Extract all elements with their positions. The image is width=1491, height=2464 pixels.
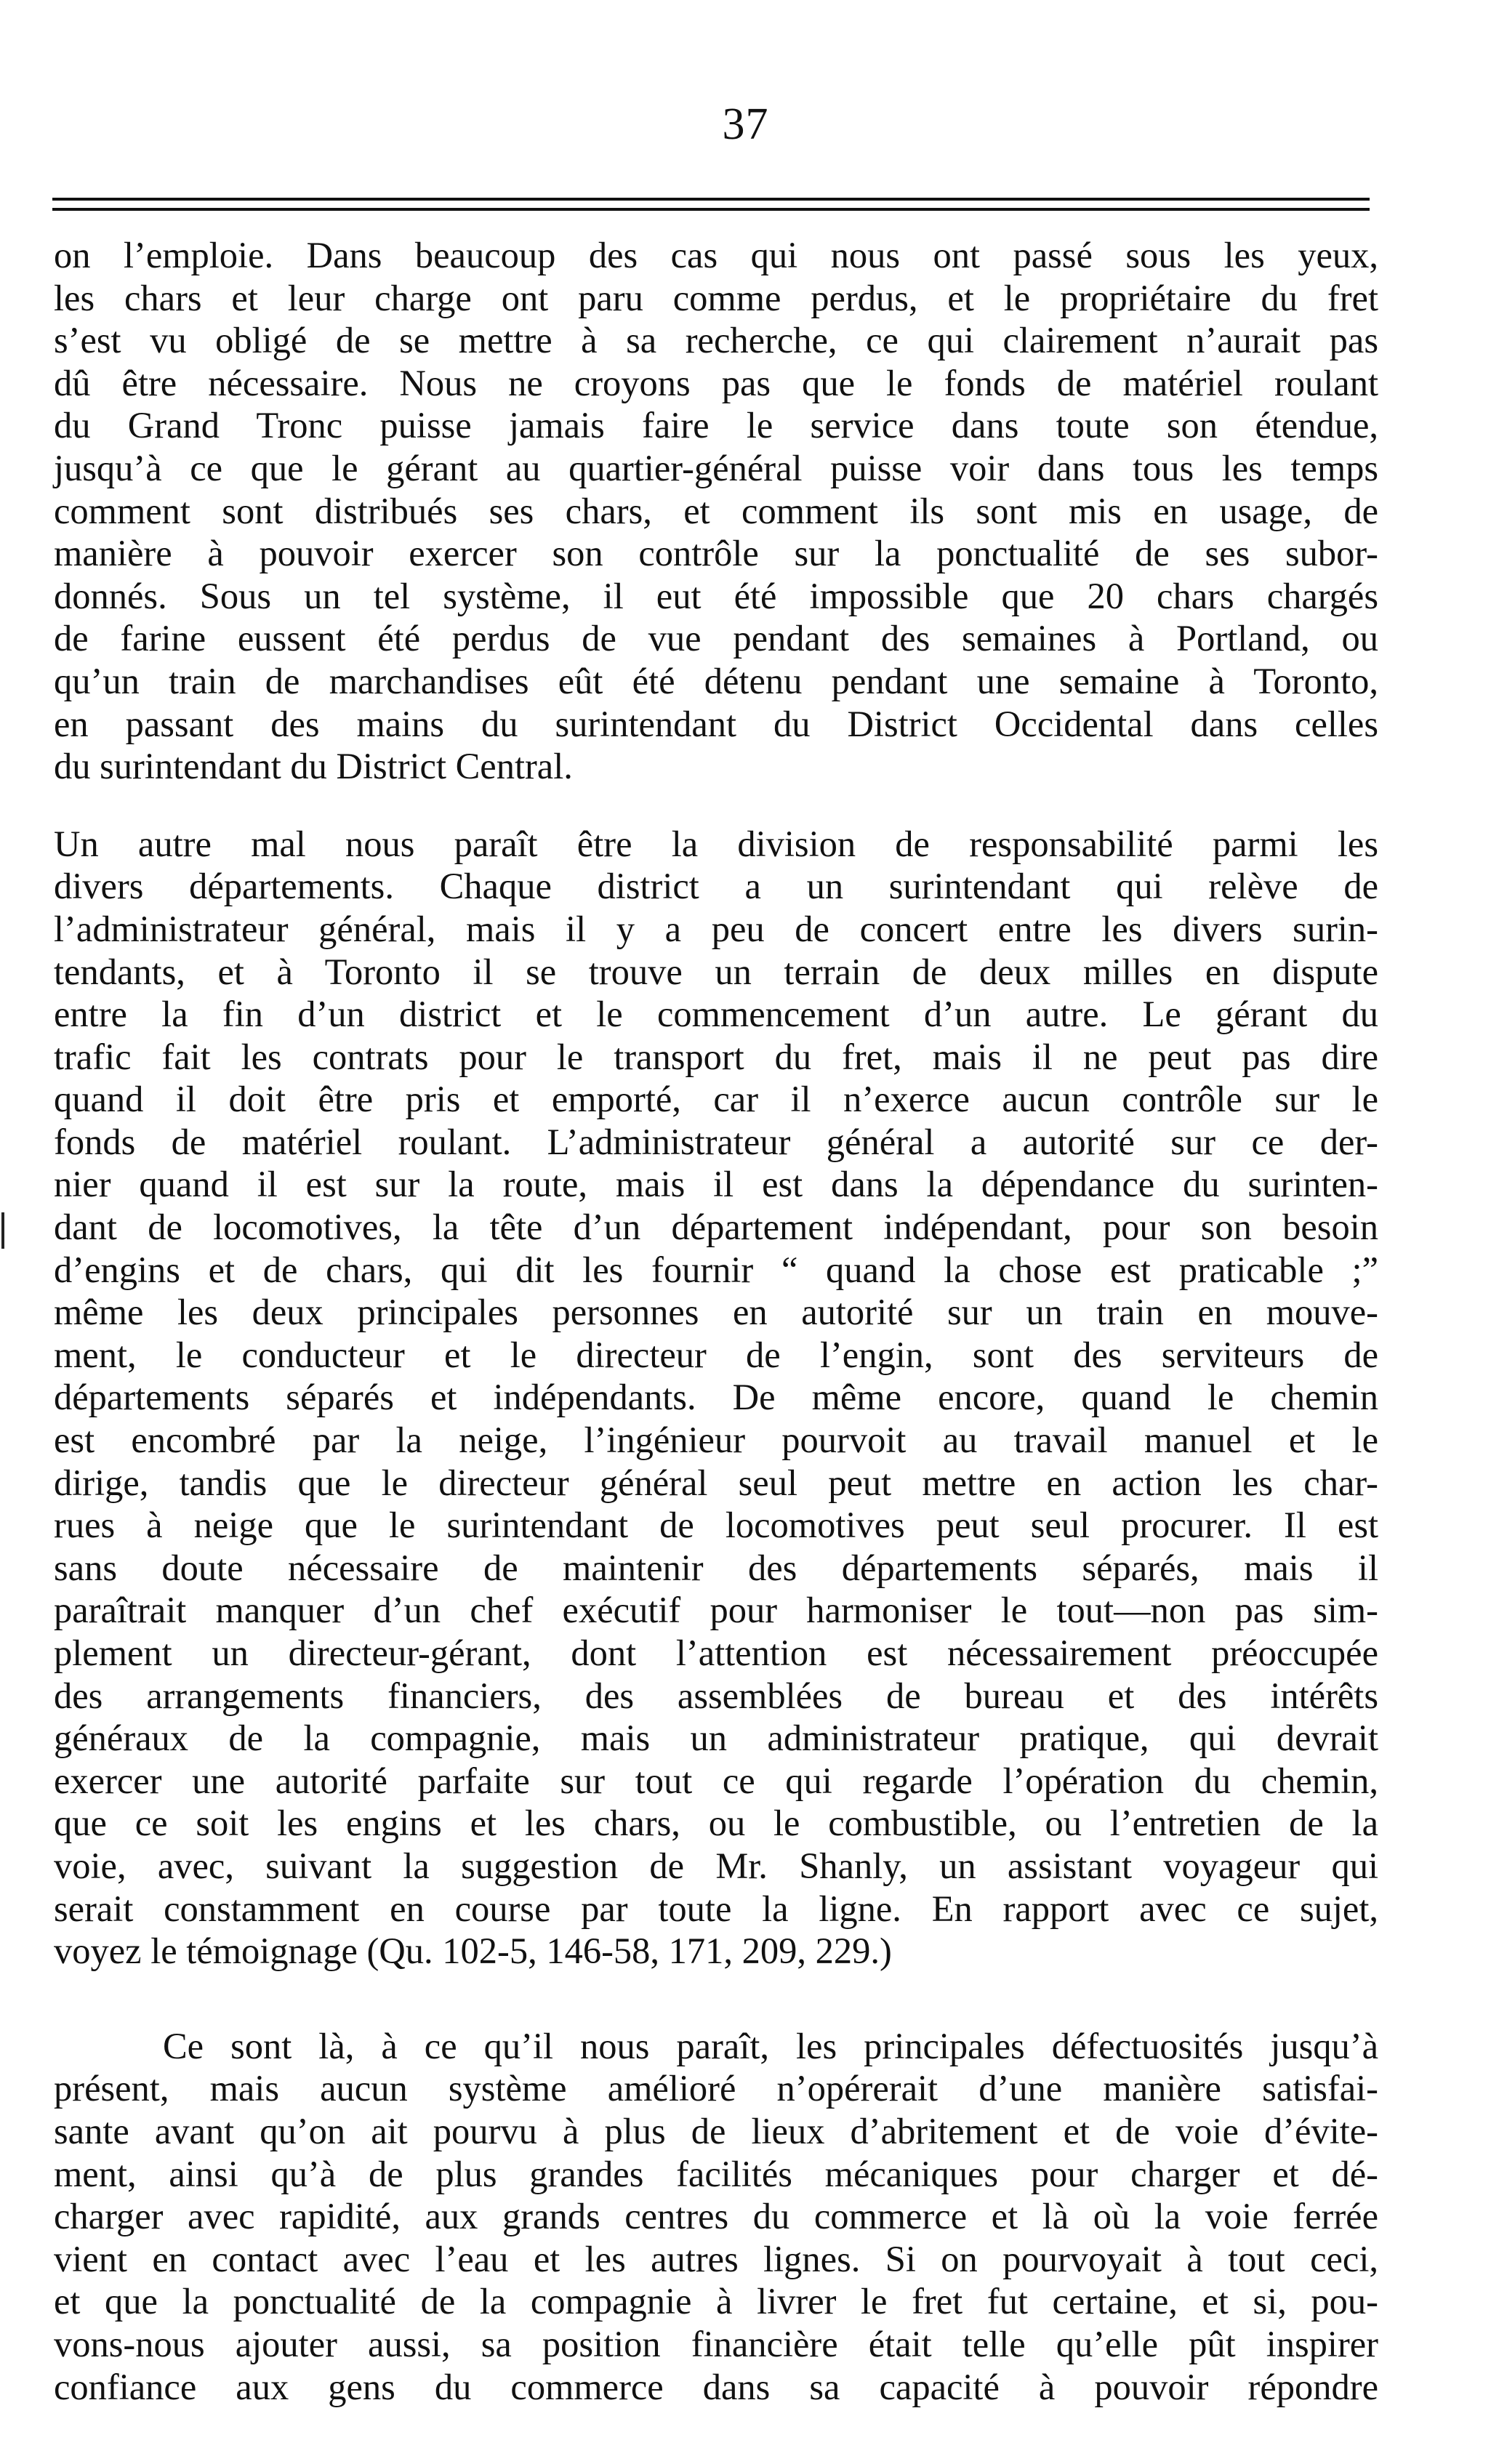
page-number: 37: [722, 100, 769, 149]
text-line: exercer une autorité parfaite sur tout ce qui regarde l’opération du chemin,: [54, 1760, 1378, 1801]
text-line: même les deux principales personnes en autorité sur un train en mouve-: [54, 1292, 1378, 1333]
text-line: voyez le témoignage (Qu. 102-5, 146-58, 171, 209, 229.): [54, 1930, 892, 1972]
paragraph-3: [54, 2025, 1378, 2408]
text-line: des arrangements financiers, des assemblées de bureau et des intérêts: [54, 1675, 1378, 1716]
paragraph-1: [54, 234, 1378, 788]
text-line: en passant des mains du surintendant du District Occidental dans celles: [54, 703, 1378, 744]
text-line: l’administrateur général, mais il y a peu de concert entre les divers surin-: [54, 908, 1378, 949]
text-line: tendants, et à Toronto il se trouve un terrain de deux milles en dispute: [54, 951, 1378, 992]
text-line: divers départements. Chaque district a un surintendant qui relève de: [54, 866, 1378, 907]
text-line: qu’un train de marchandises eût été détenu pendant une semaine à Toronto,: [54, 660, 1378, 701]
text-line: Un autre mal nous paraît être la division de responsabilité parmi les: [54, 823, 1378, 864]
header-rule-bottom: [52, 208, 1370, 211]
text-line: charger avec rapidité, aux grands centres du commerce et là où la voie ferrée: [54, 2196, 1378, 2237]
paragraph-2: [54, 823, 1378, 1973]
text-line: les chars et leur charge ont paru comme perdus, et le propriétaire du fret: [54, 277, 1378, 318]
text-line: s’est vu obligé de se mettre à sa recherche, ce qui clairement n’aurait pas: [54, 320, 1378, 361]
text-line: quand il doit être pris et emporté, car il n’exerce aucun contrôle sur le: [54, 1079, 1378, 1120]
text-line: nier quand il est sur la route, mais il est dans la dépendance du surinten-: [54, 1164, 1378, 1205]
text-line: confiance aux gens du commerce dans sa capacité à pouvoir répondre: [54, 2366, 1378, 2407]
text-line: dant de locomotives, la tête d’un département indépendant, pour son besoin: [54, 1207, 1378, 1248]
text-line: et que la ponctualité de la compagnie à livrer le fret fut certaine, et si, pou-: [54, 2281, 1378, 2322]
header-rule-top: [52, 198, 1370, 201]
text-line: ment, le conducteur et le directeur de l’engin, sont des serviteurs de: [54, 1334, 1378, 1375]
text-line: que ce soit les engins et les chars, ou le combustible, ou l’entretien de la: [54, 1803, 1378, 1844]
text-line: ment, ainsi qu’à de plus grandes facilités mécaniques pour charger et dé-: [54, 2153, 1378, 2194]
text-line: est encombré par la neige, l’ingénieur pourvoit au travail manuel et le: [54, 1420, 1378, 1461]
text-line: généraux de la compagnie, mais un administrateur pratique, qui devrait: [54, 1718, 1378, 1759]
text-line: sante avant qu’on ait pourvu à plus de lieux d’abritement et de voie d’évite-: [54, 2110, 1378, 2151]
body-text: [54, 234, 1378, 2408]
text-line: de farine eussent été perdus de vue pendant des semaines à Portland, ou: [54, 618, 1378, 659]
text-line: dirige, tandis que le directeur général seul peut mettre en action les char-: [54, 1462, 1378, 1503]
margin-mark: [1, 1212, 4, 1249]
text-line: du Grand Tronc puisse jamais faire le service dans toute son étendue,: [54, 405, 1378, 446]
text-line: présent, mais aucun système amélioré n’opérerait d’une manière satisfai-: [54, 2068, 1378, 2109]
text-line: trafic fait les contrats pour le transport du fret, mais il ne peut pas dire: [54, 1036, 1378, 1077]
text-line: voie, avec, suivant la suggestion de Mr. Shanly, un assistant voyageur qui: [54, 1845, 1378, 1886]
text-line: vons-nous ajouter aussi, sa position financière était telle qu’elle pût inspirer: [54, 2323, 1378, 2364]
text-line: sans doute nécessaire de maintenir des départements séparés, mais il: [54, 1547, 1378, 1588]
text-line: départements séparés et indépendants. De même encore, quand le chemin: [54, 1377, 1378, 1418]
text-line: on l’emploie. Dans beaucoup des cas qui nous ont passé sous les yeux,: [54, 235, 1378, 275]
text-line: plement un directeur-gérant, dont l’attention est nécessairement préoccupée: [54, 1632, 1378, 1673]
text-line: manière à pouvoir exercer son contrôle sur la ponctualité de ses subor-: [54, 533, 1378, 574]
text-line: comment sont distribués ses chars, et comment ils sont mis en usage, de: [54, 490, 1378, 531]
text-line: dû être nécessaire. Nous ne croyons pas que le fonds de matériel roulant: [54, 362, 1378, 403]
text-line: du surintendant du District Central.: [54, 746, 573, 787]
text-line: d’engins et de chars, qui dit les fournir “ quand la chose est praticable ;”: [54, 1249, 1378, 1290]
text-line: paraîtrait manquer d’un chef exécutif pour harmoniser le tout—non pas sim-: [54, 1590, 1378, 1631]
text-line: fonds de matériel roulant. L’administrateur général a autorité sur ce der-: [54, 1121, 1378, 1162]
text-line: jusqu’à ce que le gérant au quartier-général puisse voir dans tous les temps: [54, 447, 1378, 488]
text-line: entre la fin d’un district et le commencement d’un autre. Le gérant du: [54, 994, 1378, 1035]
text-line: vient en contact avec l’eau et les autres lignes. Si on pourvoyait à tout ceci,: [54, 2238, 1378, 2279]
text-line: donnés. Sous un tel système, il eut été impossible que 20 chars chargés: [54, 575, 1378, 616]
text-line: rues à neige que le surintendant de locomotives peut seul procurer. Il est: [54, 1505, 1378, 1546]
text-line: Ce sont là, à ce qu’il nous paraît, les principales défectuosités jusqu’à: [163, 2025, 1378, 2066]
text-line: serait constamment en course par toute la ligne. En rapport avec ce sujet,: [54, 1888, 1378, 1929]
